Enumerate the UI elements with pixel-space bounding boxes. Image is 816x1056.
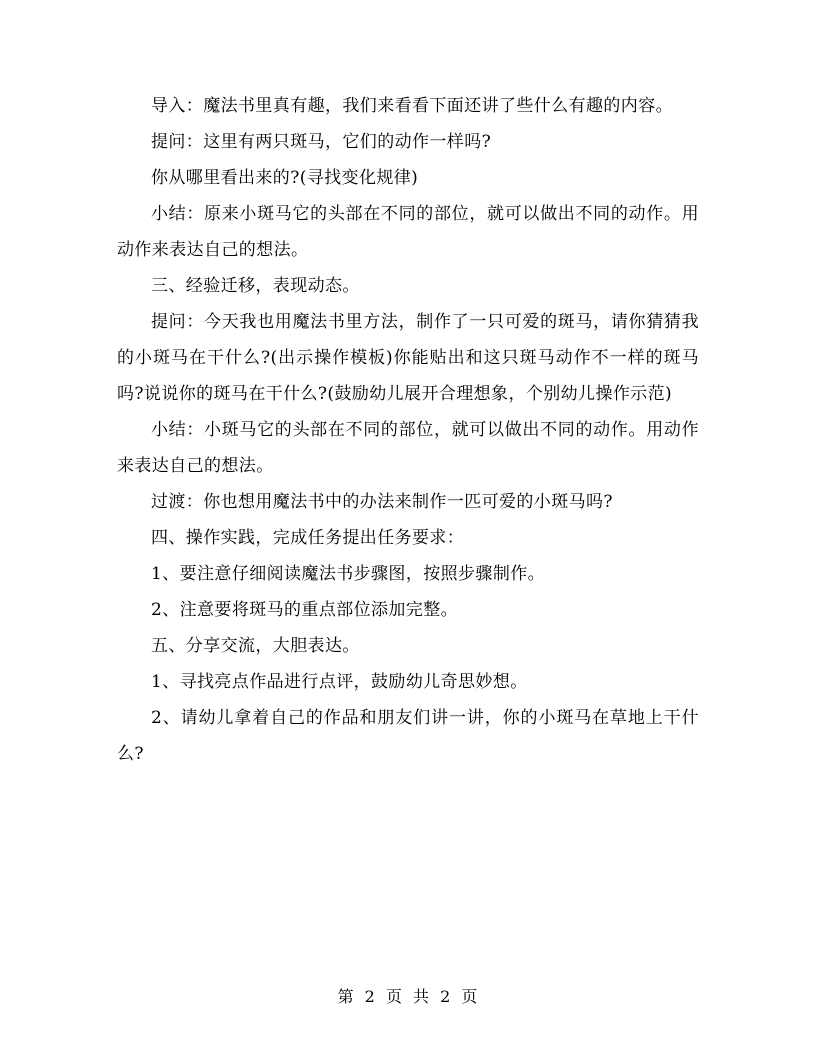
paragraph: 导入：魔法书里真有趣，我们来看看下面还讲了些什么有趣的内容。 <box>151 96 673 116</box>
paragraph: 提问：今天我也用魔法书里方法，制作了一只可爱的斑马，请你猜猜我的小斑马在干什么?(出示操作模板)你能贴出和这只斑马动作不一样的斑马吗?说说你的斑马在干什么?(鼓励幼儿展开合理想象，个别幼儿操作示范) <box>117 312 699 404</box>
page-number-footer: 第 2 页 共 2 页 <box>337 987 479 1006</box>
list-item: 2、注意要将斑马的重点部位添加完整。 <box>151 600 459 620</box>
paragraph: 小结：小斑马它的头部在不同的部位，就可以做出不同的动作。用动作来表达自己的想法。 <box>117 420 699 476</box>
list-item: 2、请幼儿拿着自己的作品和朋友们讲一讲，你的小斑马在草地上干什么? <box>117 708 699 764</box>
paragraph: 过渡：你也想用魔法书中的办法来制作一匹可爱的小斑马吗? <box>151 492 613 512</box>
section-heading: 四、操作实践，完成任务提出任务要求： <box>151 528 465 548</box>
section-heading: 三、经验迁移，表现动态。 <box>151 276 360 296</box>
document-body <box>117 88 699 772</box>
paragraph: 提问：这里有两只斑马，它们的动作一样吗? <box>151 132 492 152</box>
section-heading: 五、分享交流，大胆表达。 <box>151 636 360 656</box>
list-item: 1、要注意仔细阅读魔法书步骤图，按照步骤制作。 <box>151 564 546 584</box>
paragraph: 小结：原来小斑马它的头部在不同的部位，就可以做出不同的动作。用动作来表达自己的想法。 <box>117 204 699 260</box>
paragraph: 你从哪里看出来的?(寻找变化规律) <box>151 168 419 188</box>
list-item: 1、寻找亮点作品进行点评，鼓励幼儿奇思妙想。 <box>151 672 528 692</box>
